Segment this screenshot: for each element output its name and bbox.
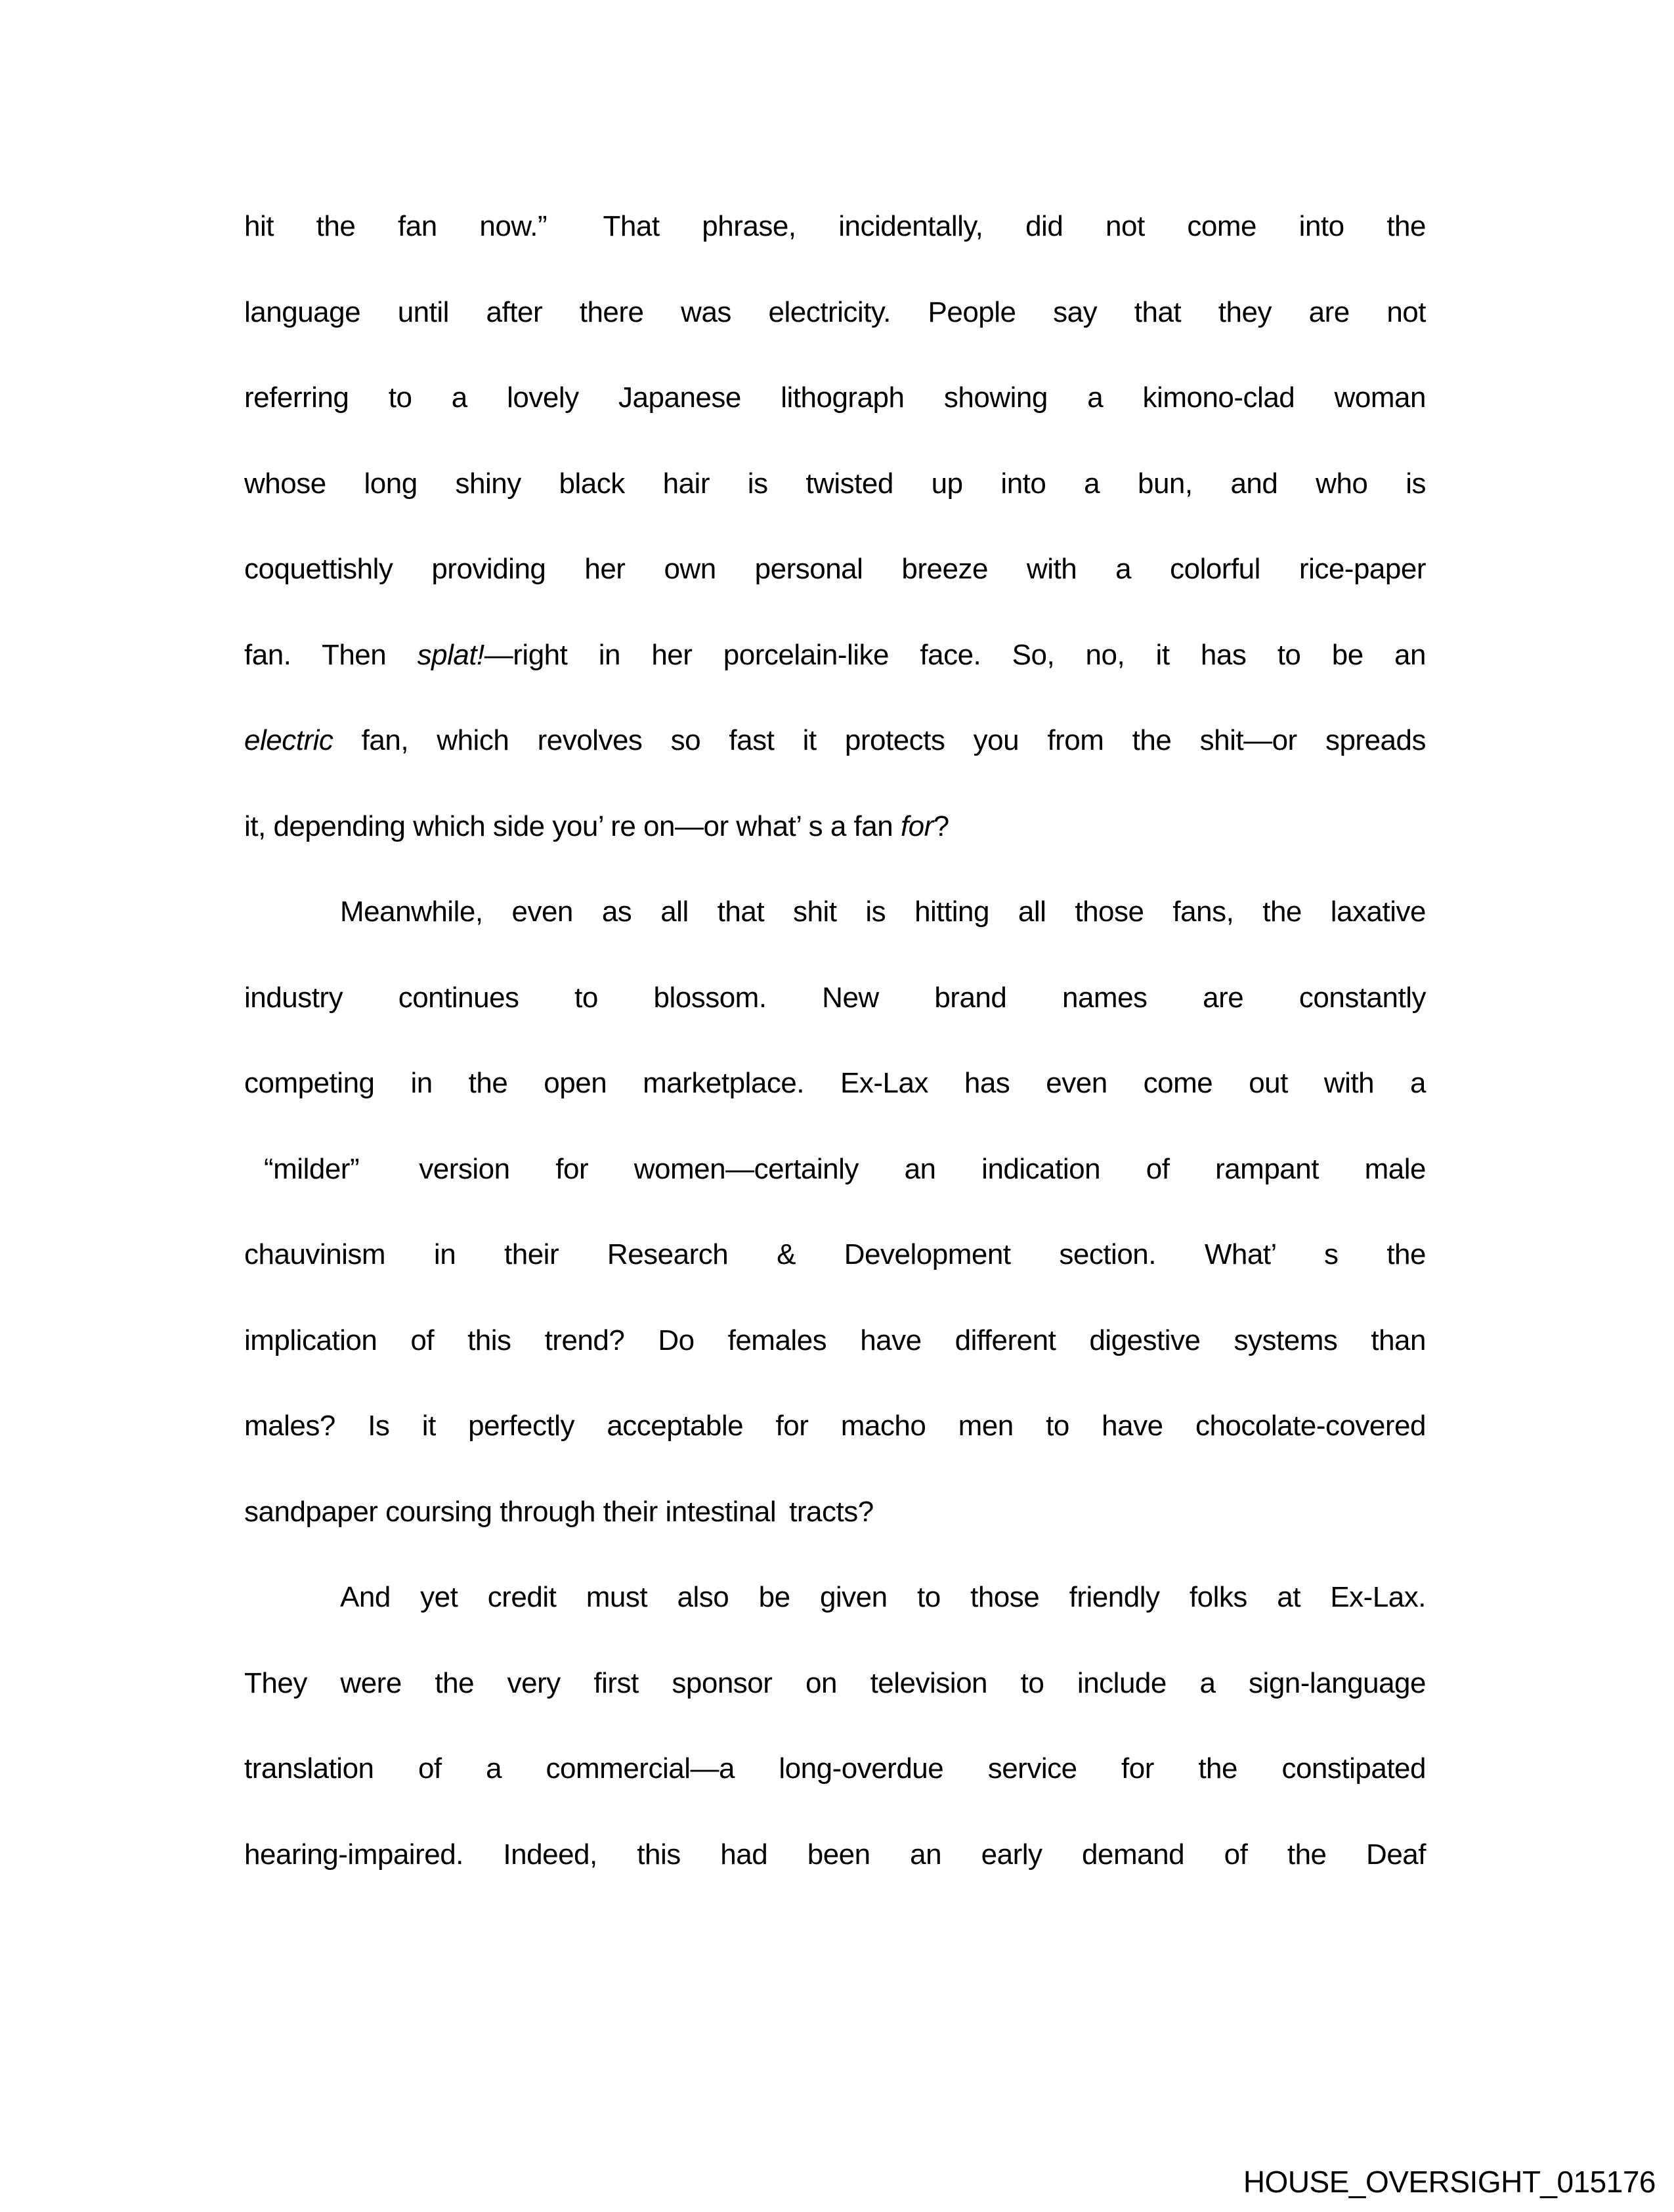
text-segment: “milder” version for women—certainly an indication of rampant male: [264, 1152, 1426, 1185]
italic-text-segment: for: [900, 810, 934, 842]
text-segment: fan, which revolves so fast it protects you from the shit—or spreads: [333, 724, 1426, 756]
text-segment: fan. Then: [244, 638, 418, 671]
text-line: [244, 1212, 1426, 1298]
text-line: [244, 1555, 1426, 1641]
text-segment: And yet credit must also be given to those friendly folks at Ex-Lax.: [340, 1581, 1426, 1613]
text-segment: They were the very first sponsor on television to include a sign-language: [244, 1666, 1426, 1699]
text-line: [244, 955, 1426, 1041]
text-line: [244, 355, 1426, 441]
text-line: [244, 1812, 1426, 1898]
text-segment: coquettishly providing her own personal breeze with a colorful rice-paper: [244, 553, 1426, 585]
text-segment: implication of this trend? Do females have different digestive systems than: [244, 1324, 1426, 1356]
italic-text-segment: splat!: [417, 638, 484, 671]
text-segment: competing in the open marketplace. Ex-Lax has even come out with a: [244, 1067, 1426, 1099]
text-segment: ?: [933, 810, 949, 842]
text-line: [244, 1726, 1426, 1812]
bates-number: HOUSE_OVERSIGHT_015176: [1243, 2165, 1656, 2199]
text-line: [244, 527, 1426, 613]
text-line: [244, 613, 1426, 699]
text-line: [244, 1469, 1426, 1555]
text-segment: —right in her porcelain-like face. So, no, it has to be an: [484, 638, 1426, 671]
text-line: [244, 698, 1426, 784]
text-segment: industry continues to blossom. New brand names are constantly: [244, 981, 1426, 1014]
italic-text-segment: electric: [244, 724, 333, 756]
text-segment: it, depending which side you’ re on—or what’ s a fan: [244, 810, 901, 842]
text-line: [244, 784, 1426, 870]
text-segment: language until after there was electricity. People say that they are not: [244, 295, 1426, 328]
text-segment: chauvinism in their Research & Development section. What’ s the: [244, 1238, 1426, 1270]
text-line: [244, 1127, 1426, 1213]
page-body: [244, 184, 1426, 1898]
text-segment: referring to a lovely Japanese lithograph showing a kimono-clad woman: [244, 381, 1426, 414]
text-line: [244, 441, 1426, 527]
text-segment: sandpaper coursing through their intestinal tracts?: [244, 1495, 874, 1528]
text-segment: hearing-impaired. Indeed, this had been an early demand of the Deaf: [244, 1838, 1426, 1871]
text-line: [244, 184, 1426, 270]
text-segment: males? Is it perfectly acceptable for macho men to have chocolate-covered: [244, 1410, 1426, 1442]
text-line: [244, 1041, 1426, 1127]
text-segment: whose long shiny black hair is twisted up into a bun, and who is: [244, 467, 1426, 500]
text-segment: hit the fan now.” That phrase, incidentally, did not come into the: [244, 210, 1426, 242]
text-line: [244, 1641, 1426, 1727]
text-segment: translation of a commercial—a long-overdue service for the constipated: [244, 1752, 1426, 1785]
text-line: [244, 1383, 1426, 1469]
text-line: [244, 1298, 1426, 1384]
text-segment: Meanwhile, even as all that shit is hitting all those fans, the laxative: [340, 896, 1426, 928]
text-line: [244, 869, 1426, 955]
text-line: [244, 270, 1426, 356]
